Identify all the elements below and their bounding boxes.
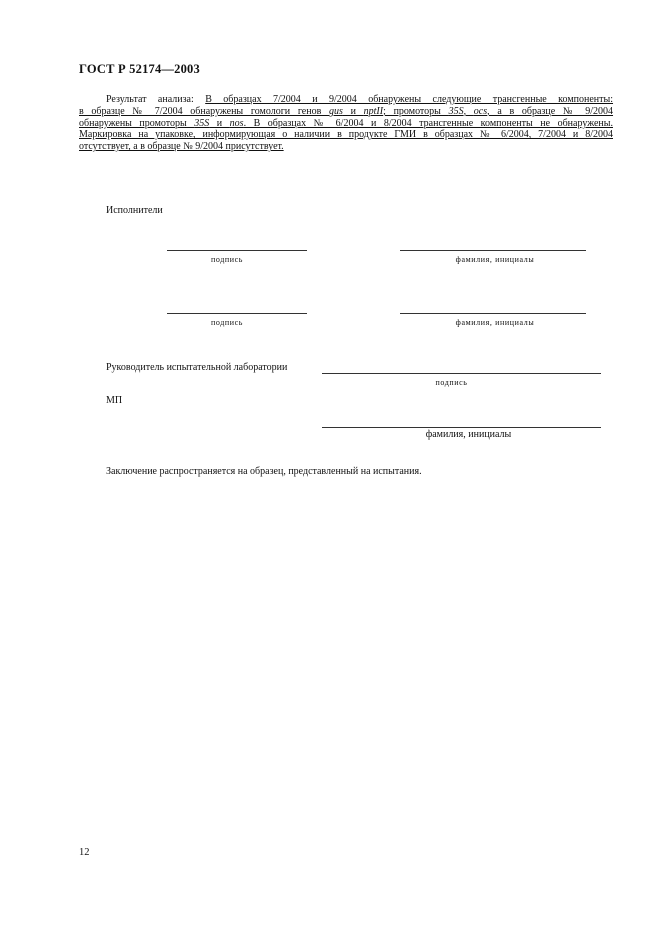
lab-head-signature-caption: подпись <box>435 378 468 387</box>
lab-head-name-line <box>322 427 601 428</box>
separator-1: , <box>463 105 474 117</box>
result-line-2-part-c: , а в образце № 9/2004 <box>487 105 614 117</box>
result-line-3 <box>79 118 613 130</box>
result-line-5: отсутствует, а в образце № 9/2004 присутствует. <box>79 141 284 153</box>
result-line-3-part-a: обнаружены промоторы <box>79 117 195 129</box>
executor-2-name-caption: фамилия, инициалы <box>455 318 535 327</box>
gene-nptii: nptII <box>363 105 384 117</box>
lab-head-label: Руководитель испытательной лаборатории <box>106 362 288 373</box>
result-line-1 <box>79 94 613 106</box>
result-line-3-part-b: . В образцах № 6/2004 и 8/2004 трансгенные компоненты не обнаружены. <box>243 117 613 129</box>
executor-1-name-line <box>400 250 586 251</box>
promoter-nos: nos <box>229 117 244 129</box>
promoter-ocs: ocs <box>473 105 488 117</box>
executor-1-signature-caption: подпись <box>210 255 244 264</box>
executor-1-signature-line <box>167 250 307 251</box>
page-number: 12 <box>79 847 90 858</box>
result-line-4: Маркировка на упаковке, информирующая о наличии в продукте ГМИ в образцах № 6/2004, 7/2004 и 8/2004 <box>79 129 613 141</box>
conclusion-text: Заключение распространяется на образец, представленный на испытания. <box>106 466 422 477</box>
lab-head-signature-line <box>322 373 601 374</box>
promoter-35s-1: 35S <box>448 105 464 117</box>
executor-2-name-line <box>400 313 586 314</box>
executors-label: Исполнители <box>106 205 163 216</box>
result-line-2-part-a: в образце № 7/2004 обнаружены гомологи генов <box>79 105 330 117</box>
executor-1-name-caption: фамилия, инициалы <box>455 255 535 264</box>
executor-2-signature-line <box>167 313 307 314</box>
gene-gus: gus <box>329 105 343 117</box>
result-line-1-text: В образцах 7/2004 и 9/2004 обнаружены следующие трансгенные компоненты: <box>205 94 614 105</box>
stamp-label: МП <box>106 395 123 406</box>
promoter-35s-2: 35S <box>194 117 210 129</box>
result-line-2-part-b: ; промоторы <box>383 105 449 117</box>
result-lead: Результат анализа: <box>106 94 194 105</box>
result-line-2 <box>79 106 613 118</box>
conjunction-1: и <box>342 105 364 117</box>
document-header: ГОСТ Р 52174—2003 <box>79 62 200 76</box>
conjunction-2: и <box>209 117 230 129</box>
executor-2-signature-caption: подпись <box>210 318 244 327</box>
lab-head-name-caption: фамилия, инициалы <box>425 429 512 440</box>
analysis-result-paragraph <box>79 94 613 153</box>
